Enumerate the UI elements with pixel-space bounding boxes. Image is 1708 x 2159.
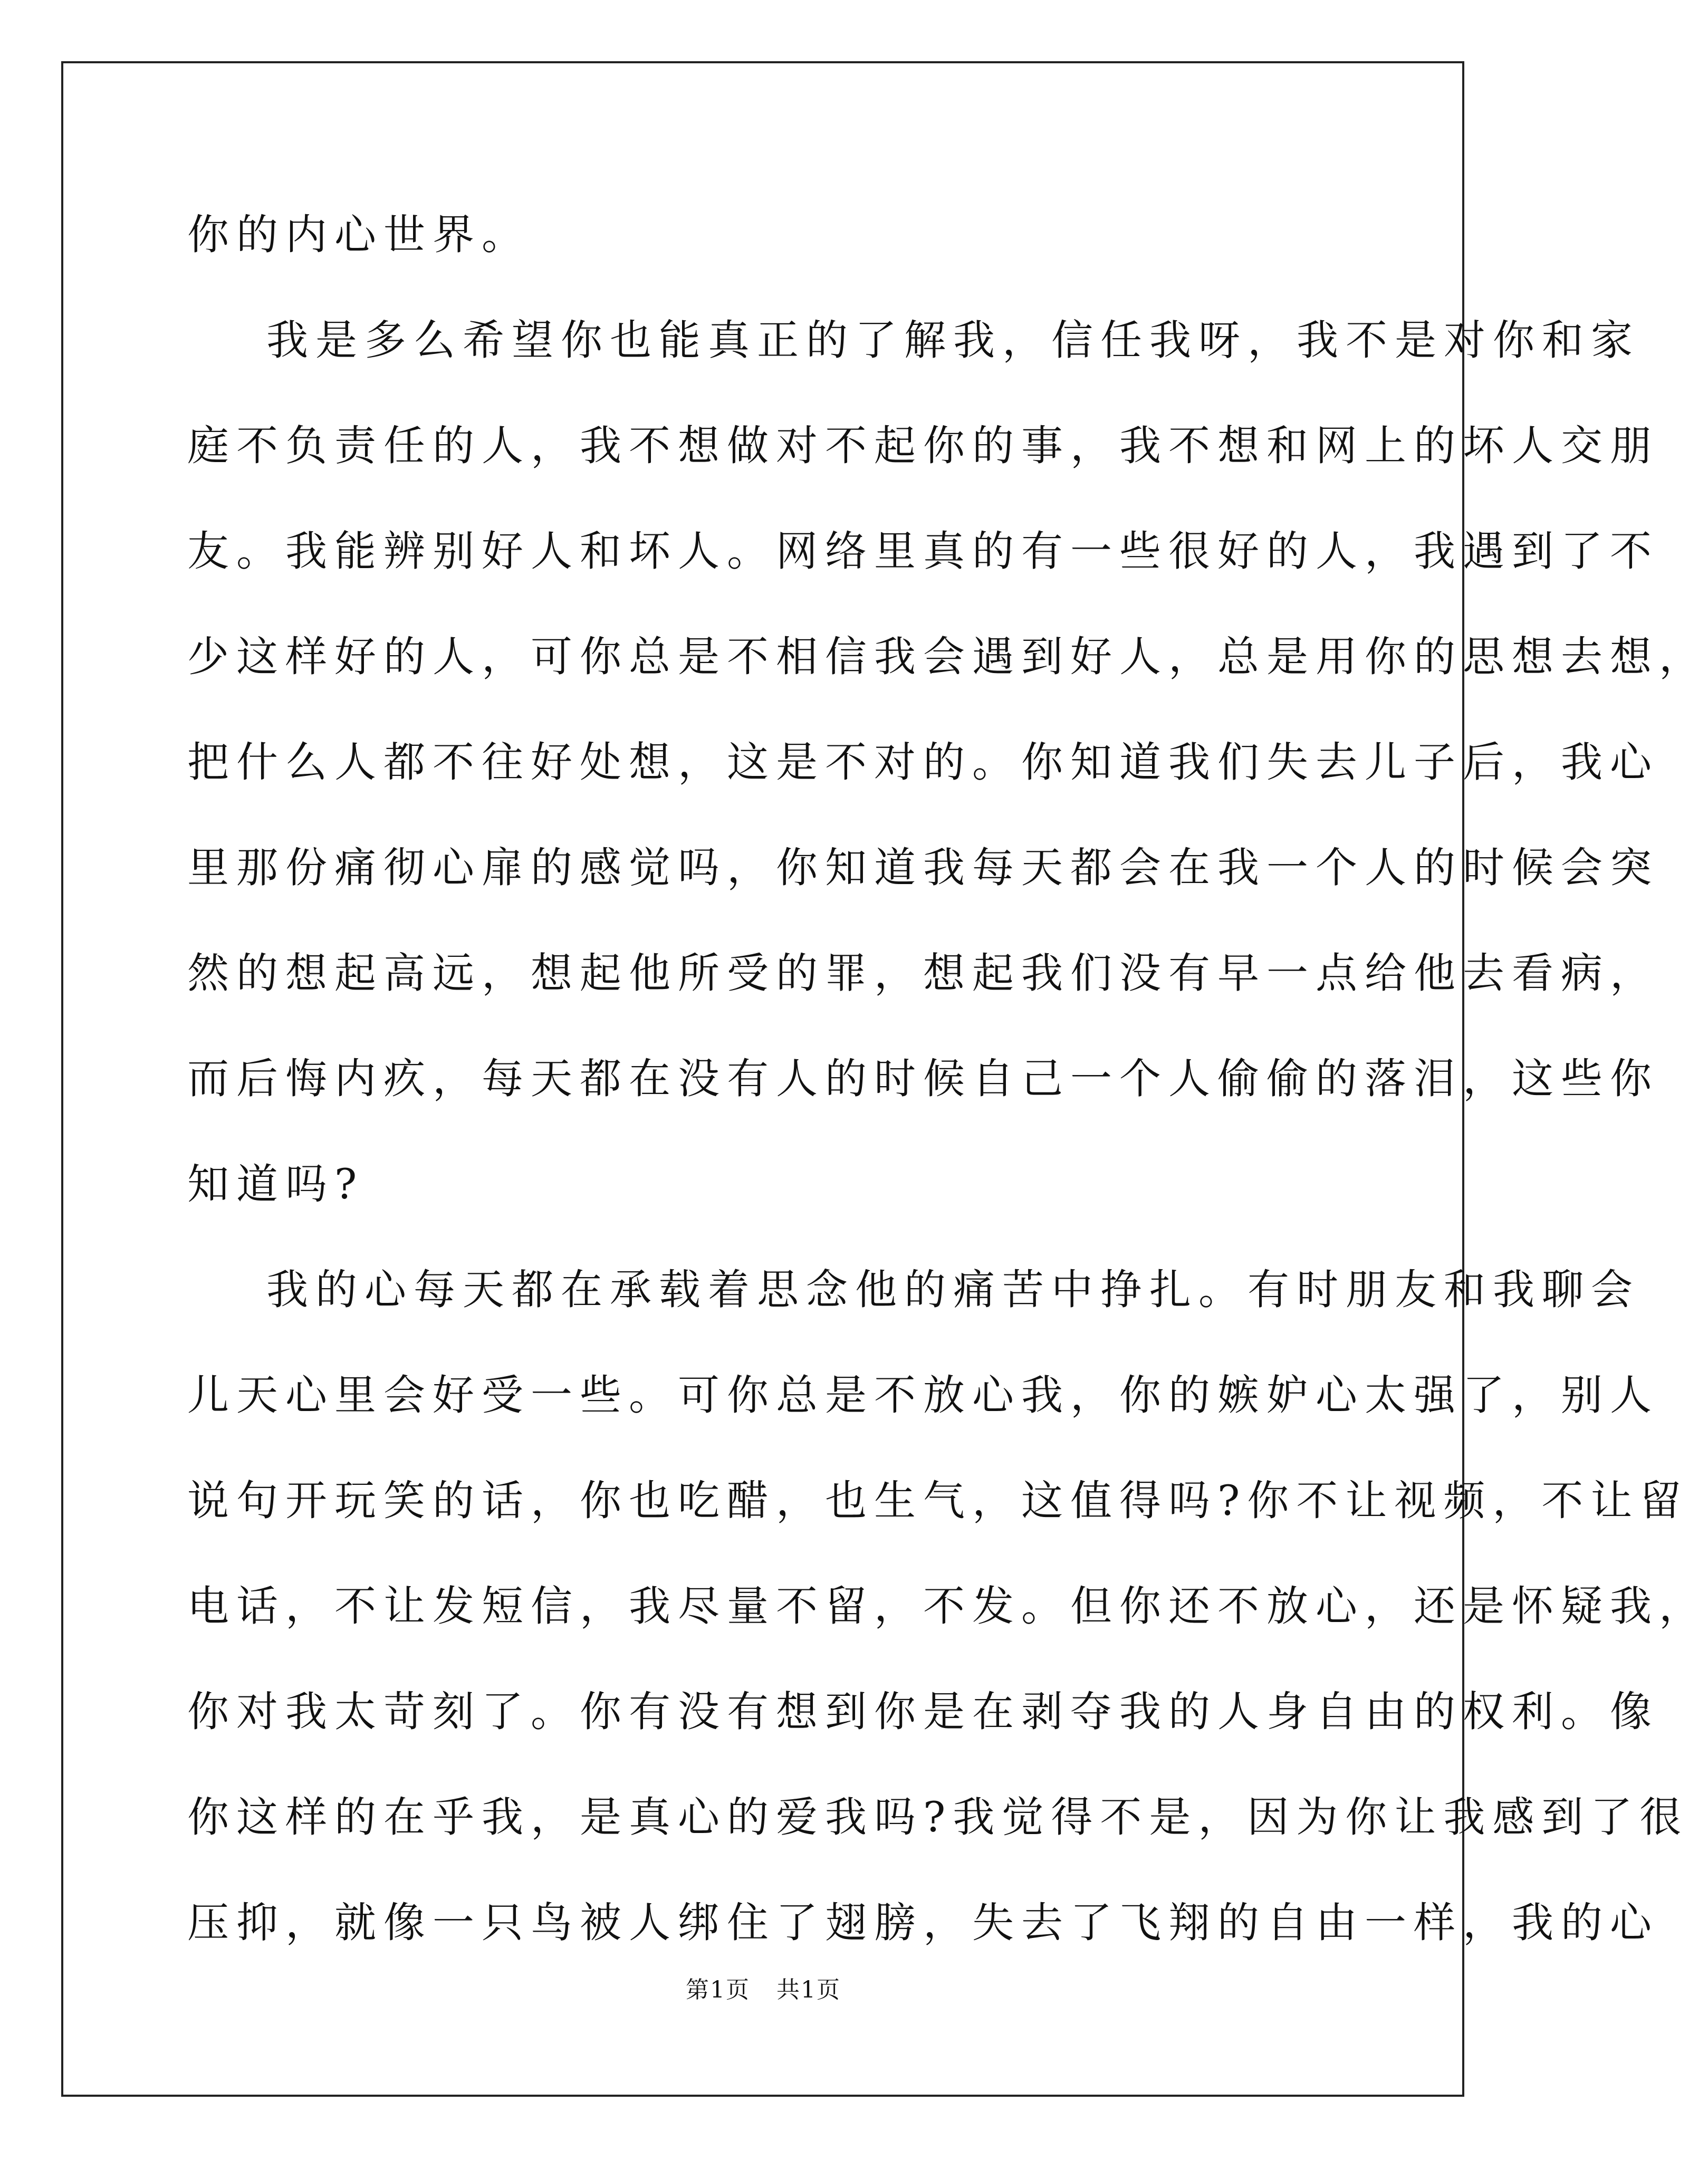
text-line: 而后悔内疚，每天都在没有人的时候自己一个人偷偷的落泪，这些你 (187, 1054, 1659, 1103)
text-line: 里那份痛彻心扉的感觉吗，你知道我每天都会在我一个人的时候会突 (187, 843, 1659, 892)
text-line: 友。我能辨别好人和坏人。网络里真的有一些很好的人，我遇到了不 (187, 527, 1659, 575)
text-line: 你这样的在乎我，是真心的爱我吗?我觉得不是，因为你让我感到了很 (187, 1793, 1689, 1841)
text-line: 说句开玩笑的话，你也吃醋，也生气，这值得吗?你不让视频，不让留 (187, 1476, 1689, 1525)
text-line: 你的内心世界。 (187, 210, 531, 259)
text-line: 压抑，就像一只鸟被人绑住了翅膀，失去了飞翔的自由一样，我的心 (187, 1898, 1659, 1947)
text-line: 知道吗? (187, 1160, 364, 1208)
page-number: 第1页 (686, 1976, 750, 2003)
text-line: 你对我太苛刻了。你有没有想到你是在剥夺我的人身自由的权利。像 (187, 1687, 1659, 1736)
paragraph-start-line: 我是多么希望你也能真正的了解我，信任我呀，我不是对你和家 (266, 316, 1640, 364)
text-line: 电话，不让发短信，我尽量不留，不发。但你还不放心，还是怀疑我， (187, 1582, 1708, 1630)
page-total: 共1页 (776, 1976, 841, 2003)
page-footer (0, 1974, 1527, 2006)
text-line: 庭不负责任的人，我不想做对不起你的事，我不想和网上的坏人交朋 (187, 421, 1659, 470)
text-line: 然的想起高远，想起他所受的罪，想起我们没有早一点给他去看病， (187, 949, 1659, 997)
text-line: 把什么人都不往好处想，这是不对的。你知道我们失去儿子后，我心 (187, 738, 1659, 786)
text-line: 儿天心里会好受一些。可你总是不放心我，你的嫉妒心太强了，别人 (187, 1371, 1659, 1419)
paragraph-start-line: 我的心每天都在承载着思念他的痛苦中挣扎。有时朋友和我聊会 (266, 1265, 1640, 1314)
text-line: 少这样好的人，可你总是不相信我会遇到好人，总是用你的思想去想， (187, 632, 1708, 681)
